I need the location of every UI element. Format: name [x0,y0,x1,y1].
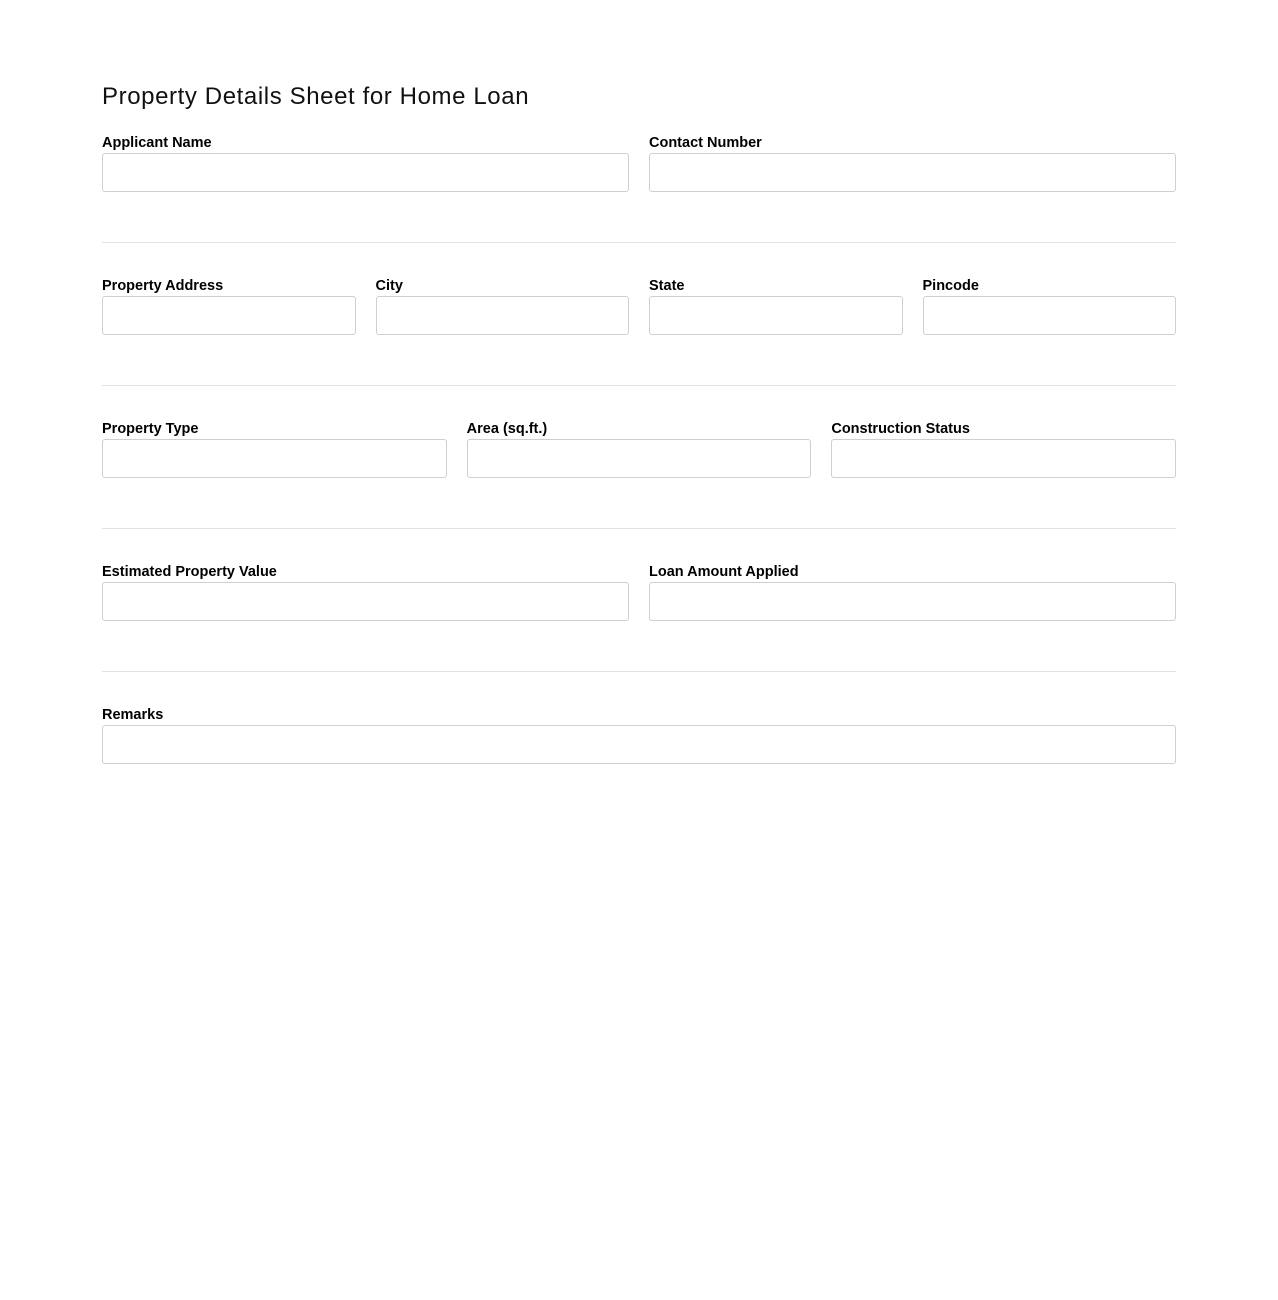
remarks-input[interactable] [102,725,1176,764]
state-label: State [649,278,685,294]
applicant-name-field-group [102,134,629,192]
page-title: Property Details Sheet for Home Loan [102,83,530,110]
city-input[interactable] [376,296,630,335]
pincode-input[interactable] [923,296,1177,335]
contact-number-input[interactable] [649,153,1176,192]
construction-status-field-group [831,420,1176,478]
construction-status-input[interactable] [831,439,1176,478]
city-field-group [376,277,630,335]
applicant-name-input[interactable] [102,153,629,192]
property-details-form [102,81,1176,764]
remarks-field-group [102,706,1176,764]
contact-number-field-group [649,134,1176,192]
remarks-row [102,706,1176,764]
property-address-input[interactable] [102,296,356,335]
loan-amount-field-group [649,563,1176,621]
applicant-row [102,134,1176,192]
construction-status-label: Construction Status [831,421,970,437]
pincode-label: Pincode [922,278,979,294]
property-info-row [102,420,1176,478]
address-row [102,277,1176,335]
property-address-label: Property Address [102,278,224,294]
property-type-input[interactable] [102,439,447,478]
estimated-value-field-group [102,563,629,621]
area-input[interactable] [467,439,812,478]
contact-number-label: Contact Number [649,135,762,151]
state-field-group [649,277,903,335]
property-address-field-group [102,277,356,335]
remarks-label: Remarks [102,707,164,723]
property-type-label: Property Type [102,421,199,437]
city-label: City [375,278,403,294]
area-field-group [467,420,812,478]
state-input[interactable] [649,296,903,335]
estimated-value-input[interactable] [102,582,629,621]
applicant-name-label: Applicant Name [102,135,212,151]
area-label: Area (sq.ft.) [466,421,548,437]
loan-amount-input[interactable] [649,582,1176,621]
pincode-field-group [923,277,1177,335]
valuation-row [102,563,1176,621]
property-type-field-group [102,420,447,478]
loan-amount-label: Loan Amount Applied [649,564,799,580]
estimated-value-label: Estimated Property Value [102,564,277,580]
